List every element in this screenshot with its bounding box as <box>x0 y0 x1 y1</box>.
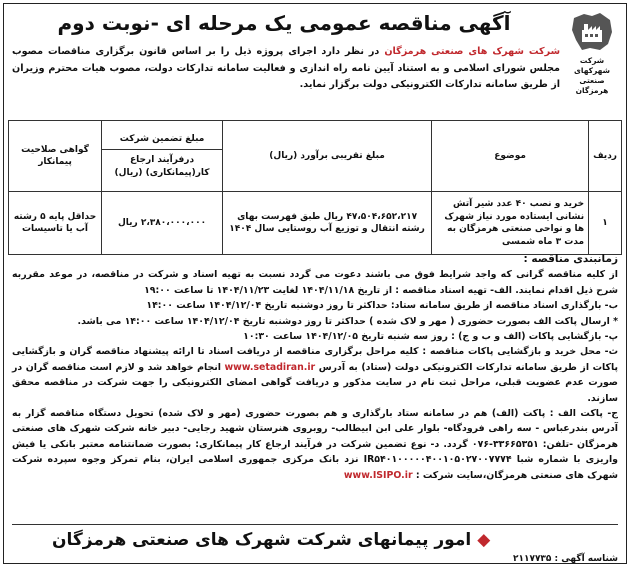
header-certificate: گواهی صلاحیت پیمانکار <box>9 121 102 192</box>
cell-subject: خرید و نصب ۴۰ عدد شیر آتش نشانی ایستاده مورد نیاز شهرک ها و نواحی صنعتی هرمزگان به مدت ۳ ماه شمسی <box>432 192 589 255</box>
header-estimate: مبلغ تقریبی برآورد (ریال) <box>223 121 432 192</box>
logo-caption: شرکت شهرکهای صنعتی هرمزگان <box>574 56 610 95</box>
header <box>4 4 626 44</box>
setad-link[interactable]: www.setadiran.ir <box>224 361 316 373</box>
company-website-link[interactable]: www.ISIPO.ir <box>343 469 413 481</box>
tender-notice <box>3 3 627 564</box>
header-guarantee-bottom: درفرآیند ارجاع کار(پیمانکاری) (ریال) <box>114 155 210 178</box>
header-guarantee-top: مبلغ تضمین شرکت <box>102 133 222 151</box>
page-title: آگهی مناقصه عمومی یک مرحله ای -نوبت دوم <box>57 11 511 35</box>
footer-title-text: امور پیمانهای شرکت شهرک های صنعتی هرمزگان <box>52 530 472 550</box>
schedule-line-1: از کلیه مناقصه گرانی که واجد شرایط فوق می باشند دعوت می گردد نسبت به تهیه اسناد و شرکت در مناقصه، در موعد مقرربه شرح ذیل اقدام نمایند. الف- تهیه اسناد مناقصه : از تاریخ ۱۴۰۴/۱۱/۱۸ لغایت ۱۴۰۴/۱۱/۲۳ تا ساعت ۱۹:۰۰ <box>12 269 618 296</box>
diamond-bullet-icon: ◆ <box>477 530 491 550</box>
cell-estimate: ۴۷،۵۰۴،۶۵۲،۲۱۷ ریال طبق فهرست بهای رشته انتقال و توزیع آب روستایی سال ۱۴۰۴ <box>223 192 432 255</box>
table-header-row <box>9 121 622 192</box>
schedule-line-5 <box>12 344 618 406</box>
intro-paragraph <box>12 44 560 94</box>
location-text: ث- محل خرید و بازگشایی پاکات مناقصه : کلیه مراحل برگزاری مناقصه از دریافت اسناد تا ارائه پیشنهاد مناقصه گران و بازگشایی پاکات از طریق سامانه تدارکات الکترونیکی دولت (ستاد) به آدرس <box>12 346 619 373</box>
header-row-number: ردیف <box>589 121 622 192</box>
registration-text: انجام خواهد شد و لازم است مناقصه گران در صورت عدم عضویت قبلی، مراحل ثبت نام در سایت مذکور و دریافت گواهی امضای الکترونیکی را جهت شرکت در مناقصه محقق سازند. <box>12 361 618 404</box>
schedule-line-2: ب- بارگذاری اسناد مناقصه از طریق سامانه ستاد: حداکثر تا روز دوشنبه تاریخ ۱۴۰۴/۱۲/۰۴ ساعت ۱۴:۰۰ <box>146 300 618 312</box>
schedule-section <box>12 252 618 483</box>
schedule-line-6 <box>12 406 618 483</box>
intro-text: در نظر دارد اجرای پروژه ذیل را بر اساس قانون برگزاری مناقصات مصوب مجلس شورای اسلامی و به استناد آیین نامه راه اندازی و فعالیت سامانه تدارکات دولت، مصوب هیات محترم وزیران از طریق سامانه تدارکات الکترونیکی دولت برگزار نماید. <box>12 46 560 90</box>
bank-text: نزد بانک مرکزی جمهوری اسلامی ایران، بنام تمرکز وجوه سپرده شرکت شهرک های صنعتی هرمزگان،سایت شرکت : <box>12 454 618 481</box>
header-guarantee <box>102 121 223 192</box>
iran-map-factory-icon <box>570 10 614 54</box>
table-row <box>9 192 622 255</box>
cell-row-number: ۱ <box>589 192 622 255</box>
company-name: شرکت شهرک های صنعتی هرمزگان <box>384 46 561 57</box>
schedule-line-3: * ارسال پاکت الف بصورت حضوری ( مهر و لاک شده ) حداکثر تا روز دوشنبه تاریخ ۱۴۰۴/۱۲/۰۴ ساعت ۱۴:۰۰ می باشد. <box>77 315 618 327</box>
schedule-line-4: پ- بازگشایی پاکات (الف و ب و ج) : روز سه شنبه تاریخ ۱۴۰۴/۱۲/۰۵ ساعت ۱۰:۳۰ <box>243 331 618 343</box>
envelope-text: ج- پاکت الف : پاکت (الف) هم در سامانه ستاد بارگذاری و هم بصورت حضوری (مهر و لاک شده) تحویل دستگاه مناقصه گزار به آدرس بندرعباس - سه راهی فرودگاه- بلوار علی ابن ابیطالب- روبروی هنرستان شهید رجایی- دبیر خانه شرکت شهرک های صنعتی هرمزگان -تلفن: ۳۳۶۶۵۳۵۱-۰۷۶ گردد. د- نوع تضمین شرکت در فرآیند ارجاع کار پیمانکاری: بصورت ضمانتنامه معتبر بانکی یا فیش واریزی با شماره شبا <box>12 408 618 466</box>
ad-number: شناسه آگهی : ۲۱۱۷۷۳۵ <box>512 554 618 564</box>
company-logo <box>562 10 622 110</box>
schedule-heading: زمانبندی مناقصه : <box>523 253 618 265</box>
footer-divider <box>12 524 618 525</box>
footer-title <box>52 530 490 550</box>
footer <box>12 528 618 564</box>
sheba-number: IR۵۴۰۱۰۰۰۰۰۴۰۰۱۰۵۰۲۷۰۰۷۷۷۴ <box>363 454 512 466</box>
cell-certificate: حداقل پایه ۵ رشته آب یا تاسیسات <box>9 192 102 255</box>
cell-guarantee: ۲،۳۸۰،۰۰۰،۰۰۰ ریال <box>102 192 223 255</box>
tender-table <box>8 120 622 255</box>
header-subject: موضوع <box>432 121 589 192</box>
